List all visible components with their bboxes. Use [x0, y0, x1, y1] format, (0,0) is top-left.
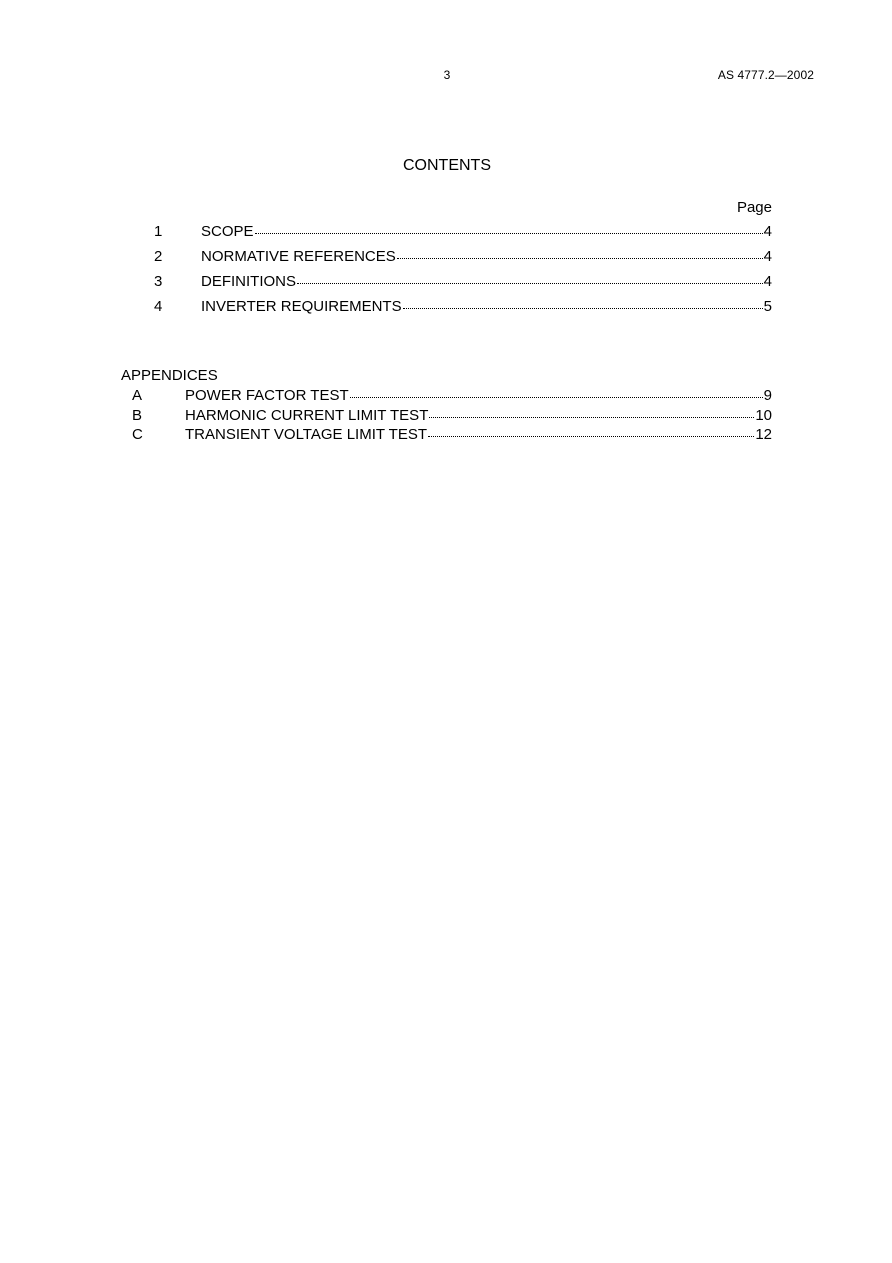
appendix-title: POWER FACTOR TEST — [185, 387, 349, 404]
toc-entry-page: 4 — [763, 223, 772, 240]
toc-sections — [154, 222, 772, 322]
appendix-entry[interactable] — [121, 406, 772, 426]
dot-leader — [428, 425, 754, 439]
appendix-letter: C — [132, 426, 143, 443]
toc-entry-number: 1 — [154, 223, 163, 240]
toc-entry-title: INVERTER REQUIREMENTS — [201, 298, 402, 315]
toc-entry-page: 4 — [763, 273, 772, 290]
toc-entry-page: 4 — [763, 248, 772, 265]
dot-leader — [350, 386, 763, 400]
appendix-page: 10 — [755, 406, 772, 424]
toc-entry-number: 3 — [154, 273, 163, 290]
toc-entry-title: NORMATIVE REFERENCES — [201, 248, 396, 265]
document-id: AS 4777.2—2002 — [717, 68, 814, 82]
dot-leader — [429, 406, 754, 420]
appendices-heading: APPENDICES — [121, 367, 218, 384]
dot-leader — [255, 222, 763, 236]
page-column-label: Page — [736, 199, 772, 216]
appendix-entry[interactable] — [121, 425, 772, 445]
toc-entry[interactable] — [154, 222, 772, 247]
appendix-letter: B — [132, 406, 143, 424]
toc-entry-title: SCOPE — [201, 223, 254, 240]
appendix-letter: A — [132, 387, 143, 404]
toc-entry[interactable] — [154, 272, 772, 297]
appendix-entry[interactable] — [121, 386, 772, 406]
appendix-title: HARMONIC CURRENT LIMIT TEST — [185, 406, 429, 424]
toc-entry-number: 4 — [154, 298, 163, 315]
dot-leader — [297, 272, 763, 286]
appendix-page: 12 — [755, 426, 772, 443]
appendix-list — [121, 386, 772, 445]
dot-leader — [397, 247, 763, 261]
toc-entry-number: 2 — [154, 248, 163, 265]
toc-entry[interactable] — [154, 297, 772, 322]
appendix-page: 9 — [763, 387, 772, 404]
appendix-title: TRANSIENT VOLTAGE LIMIT TEST — [185, 426, 427, 443]
page-number: 3 — [443, 68, 451, 82]
toc-entry-page: 5 — [763, 298, 772, 315]
toc-entry-title: DEFINITIONS — [201, 273, 297, 290]
contents-title: CONTENTS — [403, 157, 491, 174]
dot-leader — [403, 297, 763, 311]
toc-entry[interactable] — [154, 247, 772, 272]
